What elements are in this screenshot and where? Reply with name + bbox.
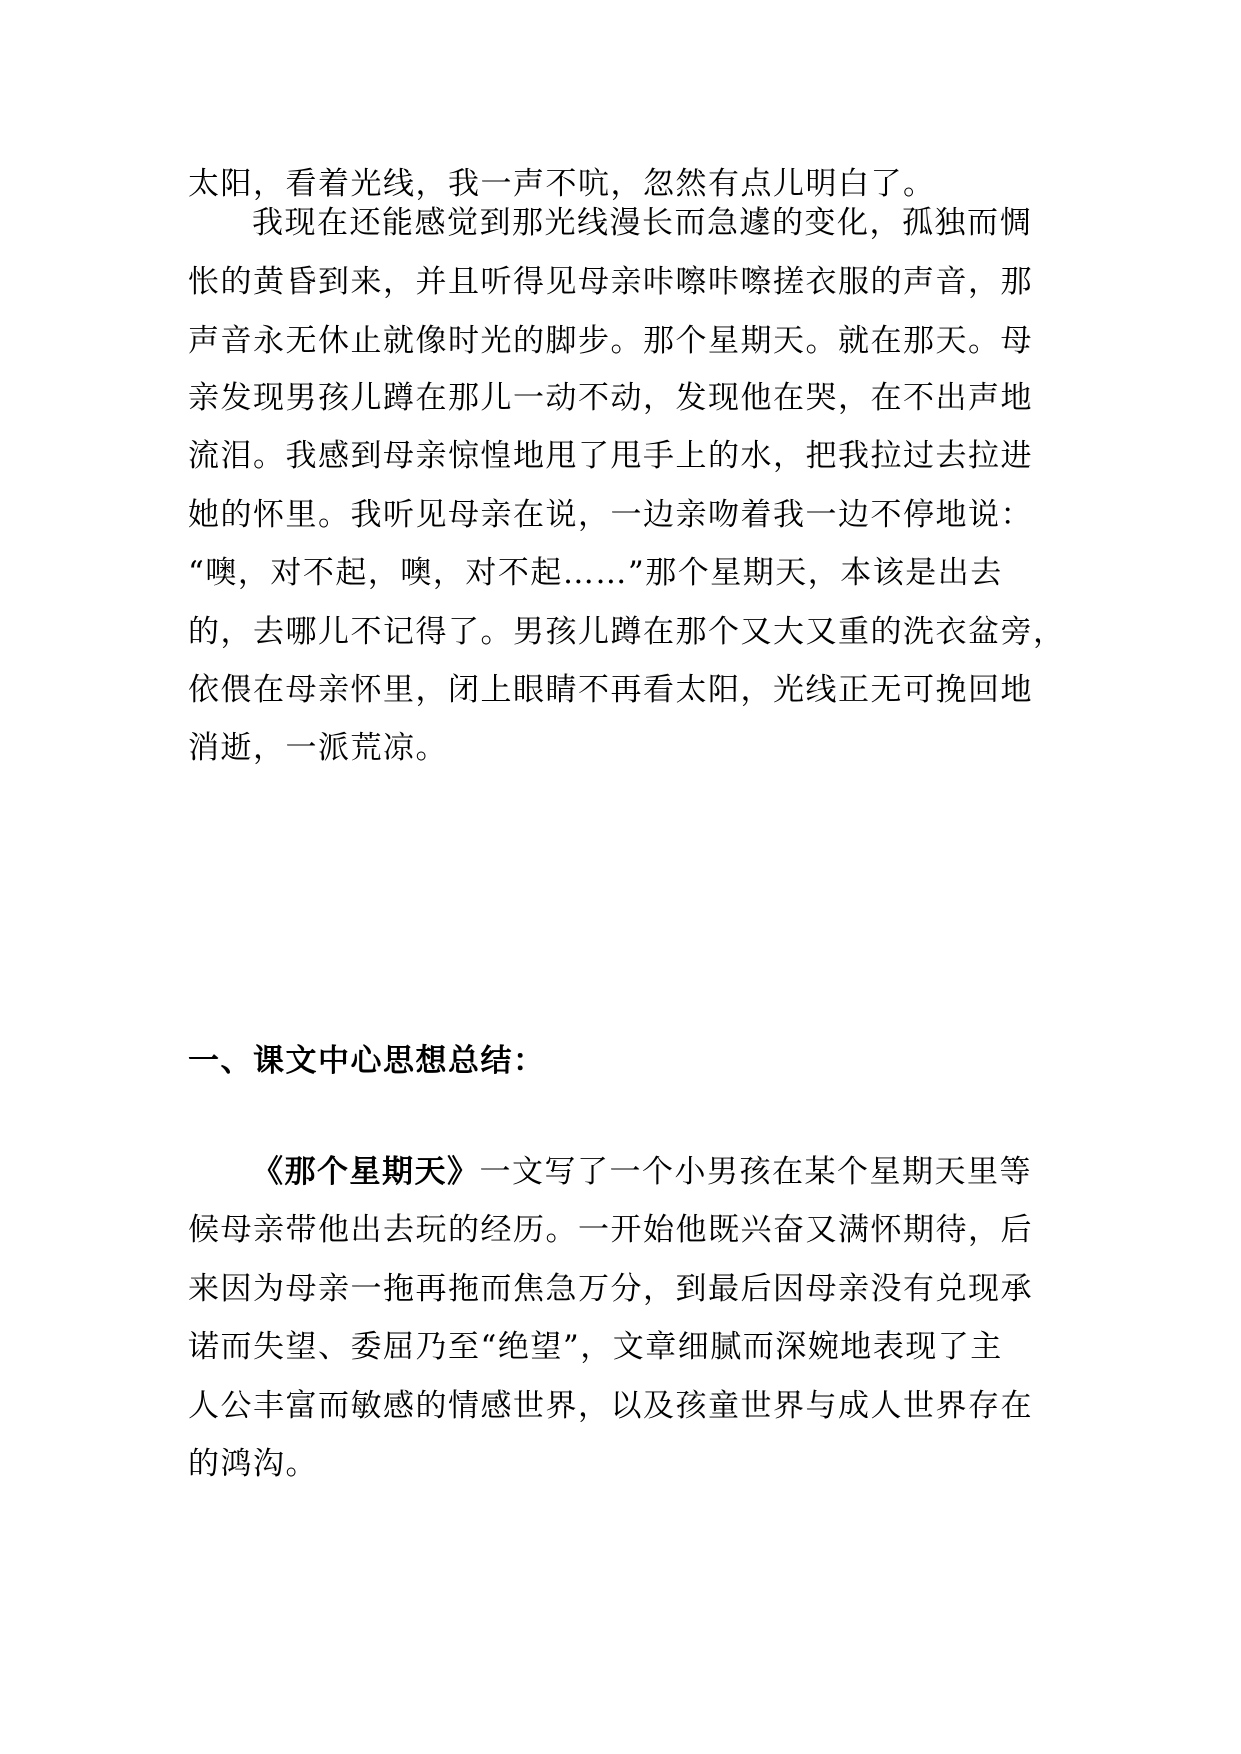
summary-line: 候母亲带他出去玩的经历。一开始他既兴奋又满怀期待，后 <box>188 1212 1033 1248</box>
passage-line: 流泪。我感到母亲惊惶地甩了甩手上的水，把我拉过去拉进 <box>188 438 1033 474</box>
summary-line: 人公丰富而敏感的情感世界，以及孩童世界与成人世界存在 <box>188 1388 1033 1424</box>
summary-line: 的鸿沟。 <box>188 1446 318 1482</box>
passage-line: 我现在还能感觉到那光线漫长而急遽的变化，孤独而惆 <box>252 205 1032 241</box>
passage-line: 的，去哪儿不记得了。男孩儿蹲在那个又大又重的洗衣盆旁， <box>188 614 1066 650</box>
passage-line: 太阳，看着光线，我一声不吭，忽然有点儿明白了。 <box>188 166 936 202</box>
passage-line: 消逝，一派荒凉。 <box>188 730 448 766</box>
book-title: 《那个星期天》 <box>252 1154 480 1190</box>
summary-line: 诺而失望、委屈乃至“绝望”，文章细腻而深婉地表现了主 <box>188 1329 1003 1365</box>
passage-line: “噢，对不起，噢，对不起……”那个星期天，本该是出去 <box>188 555 1003 591</box>
passage-line: 声音永无休止就像时光的脚步。那个星期天。就在那天。母 <box>188 323 1033 359</box>
summary-first-line <box>252 1150 1058 1194</box>
summary-line: 来因为母亲一拖再拖而焦急万分，到最后因母亲没有兑现承 <box>188 1271 1033 1307</box>
passage-line: 怅的黄昏到来，并且听得见母亲咔嚓咔嚓搓衣服的声音，那 <box>188 264 1033 300</box>
summary-text: 一文写了一个小男孩在某个星期天里等 <box>479 1154 1032 1190</box>
passage-line: 依偎在母亲怀里，闭上眼睛不再看太阳，光线正无可挽回地 <box>188 672 1033 708</box>
passage-line: 亲发现男孩儿蹲在那儿一动不动，发现他在哭，在不出声地 <box>188 380 1033 416</box>
section-heading: 一、课文中心思想总结： <box>188 1043 546 1079</box>
passage-line: 她的怀里。我听见母亲在说，一边亲吻着我一边不停地说： <box>188 497 1033 533</box>
